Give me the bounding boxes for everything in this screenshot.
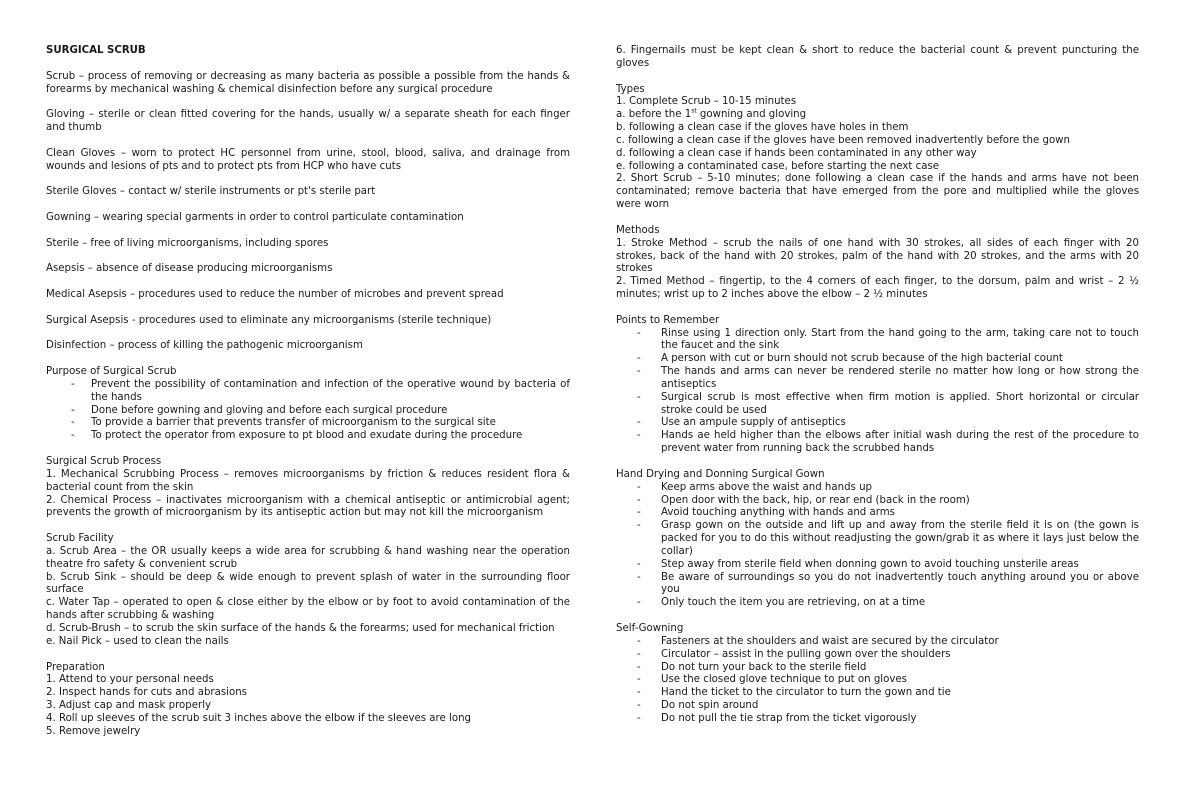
types-item: e. following a contaminated case, before starting the next case bbox=[616, 160, 940, 172]
list-item: - To protect the operator from exposure to pt blood and exudate during the procedure bbox=[46, 430, 570, 443]
types-heading: Types bbox=[616, 83, 645, 95]
types-item: c. following a clean case if the gloves have been removed inadvertently before the gown bbox=[616, 134, 1070, 146]
facility-heading: Scrub Facility bbox=[46, 533, 114, 545]
preparation-heading: Preparation bbox=[46, 661, 105, 673]
left-column bbox=[46, 45, 570, 739]
definition-medical-asepsis: Medical Asepsis – procedures used to reduce the number of microbes and prevent spread bbox=[46, 289, 504, 301]
self-gowning-list bbox=[616, 636, 1139, 726]
list-item: - Grasp gown on the outside and lift up and away from the sterile field it is on (the gown is packed for you to do this without readjusting the gown/grab it as where it lays just below the collar) bbox=[616, 520, 1139, 559]
methods-item: 1. Stroke Method – scrub the nails of one hand with 30 strokes, all sides of each finger with 20 strokes, back of the hand with 20 strokes, palm of the hand with 20 strokes, and the arms with 20 strokes bbox=[616, 237, 1139, 275]
types-item: d. following a clean case if hands been contaminated in any other way bbox=[616, 147, 977, 159]
list-item: - Do not spin around bbox=[616, 700, 1139, 713]
facility-item: e. Nail Pick – used to clean the nails bbox=[46, 635, 229, 647]
document-title: SURGICAL SCRUB bbox=[46, 45, 146, 56]
preparation-item: 6. Fingernails must be kept clean & short to reduce the bacterial count & prevent puncturing the gloves bbox=[616, 45, 1139, 69]
self-gowning-heading: Self-Gowning bbox=[616, 622, 684, 634]
preparation-item: 2. Inspect hands for cuts and abrasions bbox=[46, 687, 247, 699]
methods-heading: Methods bbox=[616, 224, 660, 236]
types-item: b. following a clean case if the gloves have holes in them bbox=[616, 122, 909, 134]
drying-heading: Hand Drying and Donning Surgical Gown bbox=[616, 468, 825, 480]
process-item: 2. Chemical Process – inactivates microorganism with a chemical antiseptic or antimicrobial agent; prevents the growth of microorganism by its antiseptic action but may not kill the microorganism bbox=[46, 494, 570, 519]
definition-disinfection: Disinfection – process of killing the pathogenic microorganism bbox=[46, 340, 363, 352]
drying-list bbox=[616, 482, 1139, 610]
list-item: - Do not turn your back to the sterile field bbox=[616, 662, 1139, 675]
list-item: - Hand the ticket to the circulator to turn the gown and tie bbox=[616, 687, 1139, 700]
process-heading: Surgical Scrub Process bbox=[46, 456, 162, 467]
preparation-item: 5. Remove jewelry bbox=[46, 725, 141, 737]
types-item: 2. Short Scrub – 5-10 minutes; done following a clean case if the hands and arms have not been contaminated; remove bacteria that have emerged from the pore and multiplied while the gloves were worn bbox=[616, 173, 1139, 211]
preparation-item: 3. Adjust cap and mask properly bbox=[46, 700, 212, 712]
right-column bbox=[616, 45, 1139, 726]
process-item: 1. Mechanical Scrubbing Process – removes microorganisms by friction & reduces resident flora & bacterial count from the skin bbox=[46, 468, 570, 493]
definition-sterile: Sterile – free of living microorganisms, including spores bbox=[46, 237, 329, 249]
preparation-item: 4. Roll up sleeves of the scrub suit 3 inches above the elbow if the sleeves are long bbox=[46, 712, 471, 724]
definition-scrub: Scrub – process of removing or decreasing as many bacteria as possible a possible from the hands & forearms by mechanical washing & chemical disinfection before any surgical procedure bbox=[46, 70, 570, 95]
list-item: - Use the closed glove technique to put on gloves bbox=[616, 674, 1139, 687]
purpose-list bbox=[46, 379, 570, 443]
definition-gloving: Gloving – sterile or clean fitted covering for the hands, usually w/ a separate sheath for each finger and thumb bbox=[46, 109, 570, 134]
list-item: - Only touch the item you are retrieving, on at a time bbox=[616, 597, 1139, 610]
list-item: - Hands ae held higher than the elbows after initial wash during the rest of the procedure to prevent water from running back the scrubbed hands bbox=[616, 430, 1139, 456]
list-item: - Surgical scrub is most effective when firm motion is applied. Short horizontal or circular stroke could be used bbox=[616, 392, 1139, 418]
list-item: - A person with cut or burn should not scrub because of the high bacterial count bbox=[616, 353, 1139, 366]
definition-sterile-gloves: Sterile Gloves – contact w/ sterile instruments or pt's sterile part bbox=[46, 186, 376, 198]
list-item: - Step away from sterile field when donning gown to avoid touching unsterile areas bbox=[616, 559, 1139, 572]
list-item: - Be aware of surroundings so you do not inadvertently touch anything around you or above you bbox=[616, 572, 1139, 598]
list-item: - The hands and arms can never be rendered sterile no matter how long or how strong the antiseptics bbox=[616, 366, 1139, 392]
definition-gowning: Gowning – wearing special garments in order to control particulate contamination bbox=[46, 211, 464, 223]
list-item: - Avoid touching anything with hands and arms bbox=[616, 507, 1139, 520]
points-heading: Points to Remember bbox=[616, 314, 720, 326]
list-item: - Use an ampule supply of antiseptics bbox=[616, 417, 1139, 430]
definition-clean-gloves: Clean Gloves – worn to protect HC personnel from urine, stool, blood, saliva, and drainage from wounds and lesions of pts and to protect pts from HCP who have cuts bbox=[46, 147, 570, 172]
facility-item: b. Scrub Sink – should be deep & wide enough to prevent splash of water in the surrounding floor surface bbox=[46, 571, 570, 596]
list-item: - Rinse using 1 direction only. Start from the hand going to the arm, taking care not to touch the faucet and the sink bbox=[616, 328, 1139, 354]
list-item: - To provide a barrier that prevents transfer of microorganism to the surgical site bbox=[46, 417, 570, 430]
methods-item: 2. Timed Method – fingertip, to the 4 corners of each finger, to the dorsum, palm and wrist – 2 ½ minutes; wrist up to 2 inches above the elbow – 2 ½ minutes bbox=[616, 276, 1139, 301]
definition-surgical-asepsis: Surgical Asepsis - procedures used to eliminate any microorganisms (sterile technique) bbox=[46, 314, 492, 326]
facility-item: c. Water Tap – operated to open & close either by the elbow or by foot to avoid contamination of the hands after scrubbing & washing bbox=[46, 597, 570, 622]
list-item: - Done before gowning and gloving and before each surgical procedure bbox=[46, 405, 570, 418]
facility-item: a. Scrub Area – the OR usually keeps a wide area for scrubbing & hand washing near the operation theatre fro safety & convenient scrub bbox=[46, 545, 570, 570]
list-item: - Fasteners at the shoulders and waist are secured by the circulator bbox=[616, 636, 1139, 649]
list-item: - Prevent the possibility of contamination and infection of the operative wound by bacteria of the hands bbox=[46, 379, 570, 405]
preparation-item: 1. Attend to your personal needs bbox=[46, 674, 214, 686]
list-item: - Keep arms above the waist and hands up bbox=[616, 482, 1139, 495]
facility-item: d. Scrub-Brush – to scrub the skin surface of the hands & the forearms; used for mechanical friction bbox=[46, 622, 555, 634]
list-item: - Open door with the back, hip, or rear end (back in the room) bbox=[616, 495, 1139, 508]
types-item-a-rest: gowning and gloving bbox=[696, 109, 807, 121]
types-item-a-text: a. before the 1 bbox=[616, 109, 692, 121]
list-item: - Do not pull the tie strap from the ticket vigorously bbox=[616, 713, 1139, 726]
list-item: - Circulator – assist in the pulling gown over the shoulders bbox=[616, 649, 1139, 662]
points-list bbox=[616, 328, 1139, 456]
definition-asepsis: Asepsis – absence of disease producing microorganisms bbox=[46, 263, 333, 275]
purpose-heading: Purpose of Surgical Scrub bbox=[46, 366, 177, 378]
types-item bbox=[616, 109, 1139, 122]
types-item: 1. Complete Scrub – 10-15 minutes bbox=[616, 96, 797, 108]
ordinal-suffix: st bbox=[691, 107, 697, 115]
